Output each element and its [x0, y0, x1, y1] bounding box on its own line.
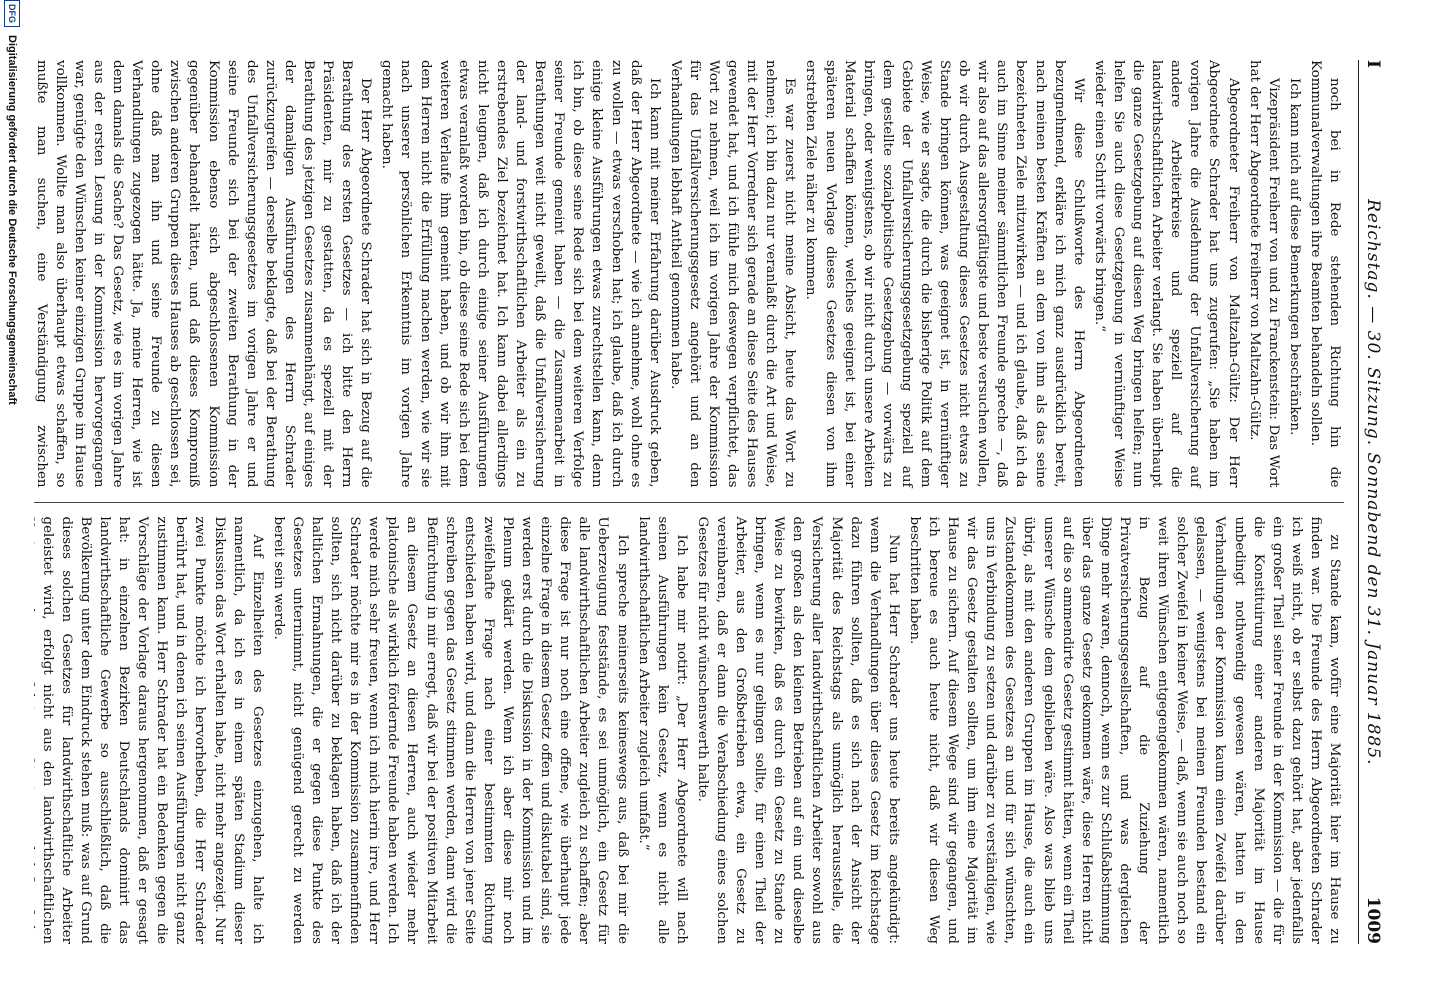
- paragraph: Ich habe mir notirt: „Der Herr Abgeordnete will nach seinen Ausführungen kein Gesetz, wenn es nicht alle landwirthschaftlichen Arbeiter zugleich umfaßt.“: [635, 516, 689, 944]
- paragraph: Ich kann mich auf diese Bemerkungen beschränken.: [1286, 78, 1302, 436]
- paragraph: Der Herr Abgeordnete Schrader hat sich in Bezug auf die Berathung des ersten Gesetzes — ich bitte den Herrn Präsidenten, mir zu gestatten, da es speziell mit der Berathung des jetzigen Gesetzes zusammenhängt, auf einiges der damaligen Ausführungen des Herrn Schrader zurückzugreifen — derselbe beklagte, daß bei der Berathung des Unfallversicherungsgesetzes im vorigen Jahre er und seine Freunde sich bei der zweiten Berathung in der Kommission ebenso sich abgeschlossenen Kommission gegenüber behandelt hätten, und daß dieses Kompromiß zwischen anderen Gruppen dieses Hauses ab geschlossen sei, ohne daß man ihn und seine Freunde zu diesen Verhandlungen zugezogen hätte. Ja, meine Herren, wie ist denn damals die Sache? Das Gesetz, wie es im vorigen Jahre aus der ersten Lesung in der Kommission hervorgegangen war, genügte den Wünschen keiner einzigen Gruppe im Hause vollkommen. Wollte man also überhaupt etwas schaffen, so mußte man suchen, eine Verständigung zwischen: [34, 60, 374, 488]
- text-columns: [34, 60, 1344, 944]
- paragraph: Es war zuerst nicht meine Absicht, heute das Wort zu nehmen; ich bin dazu nur veranlaßt durch die Art und Weise, mit der Herr Vorredner sich gerade an diese Seite des Hauses gewendet hat, und ich fühle mich deswegen verpflichtet, das Wort zu nehmen, weil ich im vorigen Jahre der Kommission für das Unfallversicherungsgesetz angehört und an den Verhandlungen lebhaft Antheil genommen habe.: [667, 60, 798, 488]
- paragraph: Abgeordneter Freiherr von Maltzahn-Gültz: Der Herr Abgeordnete Schrader hat uns zugerufen: „Sie haben im vorigen Jahre die Ausdehnung der Unfallversicherung auf andere Arbeiterkreise und speziell auf die landwirthschaftlichen Arbeiter verlangt. Sie haben überhaupt die ganze Gesetzgebung auf diesen Weg bringen helfen; nun helfen Sie auch diese Gesetzgebung in vernünftiger Weise wieder einen Schritt vorwärts bringen.“: [1091, 60, 1241, 488]
- page-header-title: Reichstag. — 30. Sitzung. Sonnabend den 31. Januar 1885.: [1363, 199, 1383, 766]
- digitization-credit: Digitalisierung gefördert durch die Deutsche Forschungsgemeinschaft: [6, 35, 18, 405]
- paragraph: zu Stande kam, wofür eine Majorität hier im Hause zu finden war. Die Freunde des Herrn Abgeordneten Schrader ich weiß nicht, ob er selbst dazu gehört hat, aber jedenfalls ein großer Theil seiner Freunde in der Kommission — die für die Konstituirung einer anderen Majorität im Hause unbedingt nothwendig gewesen wären, hatten in den Verhandlungen der Kommission kaum einen Zweifel darüber gelassen, — wenigstens bei meinen Freunden bestand ein solcher Zweifel in keiner Weise, — daß, wenn sie auch noch so weit ihren Wünschen entgegengekommen wären, namentlich in Bezug auf die Zuziehung der Privatversicherungsgesellschaften, und was dergleichen Dinge mehr waren, dennoch, wenn es zur Schlußabstimmung über das ganze Gesetz gekommen wäre, diese Herren nicht auf die so ammendirte Gesetz gestimmt hätten, wenn ein Theil unserer Wünsche dem geblieben wäre. Also was blieb uns übrig, als mit den anderen Gruppen im Hause, die auch ein Zustandekommen des Gesetzes an und für sich wünschten, uns in Verbindung zu setzen und darüber zu verständigen, wie wir das Gesetz gestalten sollten, um ihm eine Majorität im Hause zu sichern. Auf diesem Wege sind wir gegangen, und ich bereue es auch heute nicht, daß wir diesen Weg beschritten haben.: [906, 516, 1342, 944]
- paragraph: noch bei in Rede stehenden Richtung hin die Kommunalverwaltungen ihre Beamten behandeln sollen.: [1307, 60, 1342, 488]
- page-number: 1009: [1363, 896, 1383, 944]
- paragraph: Ich spreche meinerseits keineswegs aus, daß bei mir die Ueberzeugung feststände, es sei unmöglich, ein Gesetz für alle landwirthschaftlichen Arbeiter zugleich zu schaffen; aber diese Frage ist nur noch eine offene, wie überhaupt jede einzelne Frage in diesem Gesetz offen und diskutabel sind, sie werden erst durch die Diskussion in der Kommission und im Plenum geklärt werden. Wenn ich aber diese mir noch zweifelhafte Frage nach einer bestimmten Richtung entschieden haben wird, und dann die Herren von jener Seite schreiben gegen das Gesetz stimmen werden, dann wird die Befürchtung in mir erregt, daß wir bei der positiven Mitarbeit an diesem Gesetz an diesen Herren, auch wieder mehr platonische als wirklich fördernde Freunde haben werden. Ich werde mich sehr freuen, wenn ich mich hierin irre, und Herr Schrader möchte mir es in der Kommission zusammenfinden sollten, sich nicht darüber zu beklagen haben, daß ich der haltlichen Ermahnungen, die er gegen diese Punkte des Gesetzes unternimmt, nicht genügend gerecht zu werden bereit sein werde.: [270, 516, 630, 944]
- paragraph: Vizepräsident Freiherr von und zu Franckenstein: Das Wort hat der Herr Abgeordnete Freiherr von Maltzahn-Gültz.: [1246, 60, 1281, 488]
- paragraph: Wir diese Schlußworte des Herrn Abgeordneten bezugnehmend, erkläre ich mich ganz ausdrücklich bereit, nach meinen besten Kräften an dem von ihm als das seine bezeichneten Ziele mitzuwirken — und ich glaube, daß ich da auch im Sinne meiner sämmtlichen Freunde spreche —, daß wir also auf das allersorgfältigste und beste versuchen wollen, ob wir durch Ausgestaltung dieses Gesetzes nicht etwas zu Stande bringen können, was geeignet ist, in vernünftiger Weise, wie er sagte, die durch die bisherige Politik auf dem Gebiete der Unfallversicherungsgesetzgebung speziell auf dem gestellte sozialpolitische Gesetzgebung — vorwärts zu bringen, oder wenigstens, ob wir nicht durch unsere Arbeiten Material schaffen können, welches geeignet ist, bei einer späteren neuen Vorlage dieses Gesetzes diesen von ihm erstrebten Ziele näher zu kommen.: [803, 60, 1086, 488]
- page-header-left: I: [1363, 60, 1383, 68]
- right-column: [34, 502, 1344, 945]
- page-header: [1358, 60, 1416, 944]
- left-column: [34, 60, 1344, 502]
- dfg-logo: DFG: [4, 0, 20, 27]
- paragraph: Ich kann mit meiner Erfahrung darüber Ausdruck geben, daß der Herr Abgeordnete — wie ich annehme, wohl ohne es zu wollen — etwas verschoben hat; ich glaube, daß ich durch einige kleine Ausführungen etwas zurechtstellen kann, denn ich bin, ob diese seine Rede sich bei dem weiteren Verfolge seiner Freunde gemeint haben — die Zusammenarbeit in Berathungen weit nicht geweilt, daß die Unfallversicherung der land- und forstwirthschaftlichen Arbeiter als ein zu erstrebendes Ziel bezeichnet hat. Ich kann dabei allerdings nicht leugnen, daß ich durch einige seiner Ausführungen etwas veranlaßt worden bin, ob diese seine Rede sich bei dem weiteren Verlaufe ihm gemeint haben, und ob wir ihm mit dem Herren nicht die Erfüllung machen werden, wie wir sie nach unserer persönlichen Erkenntnis im vorigen Jahre gemacht haben.: [379, 60, 662, 488]
- paragraph: Nun hat Herr Schrader uns heute bereits angekündigt: wenn die Verhandlungen über dieses Gesetz im Reichstage dazu führen sollten, daß es sich nach der Ansicht der Majorität des Reichstags als unmöglich herausstelle, die Versicherung aller landwirthschaftlichen Arbeiter sowohl aus den großen als den kleinen Betrieben auf ein und dieselbe Weise zu bewirken, daß es durch ein Gesetz zu Stande zu bringen, wenn es nur gelingen sollte, für einen Theil der Arbeiter, aus den Großbetrieben etwa, ein Gesetz zu vereinbaren, daß er dann die Verabschiedung eines solchen Gesetzes für nicht wünschenswerth halte.: [694, 516, 901, 944]
- paragraph: Auf Einzelheiten des Gesetzes einzugehen, halte ich namentlich, da ich es in einem späten Stadium dieser Diskussion das Wort erhalten habe, nicht mehr angezeigt. Nur zwei Punkte möchte ich hervorheben, die Herr Schrader berührt hat, und in denen ich seinen Ausführungen nicht ganz zustimmen kann. Herr Schrader hat ein Bedenken gegen die Vorschläge der Vorlage daraus hergenommen, daß er gesagt hat: in einzelnen Bezirken Deutschlands dominirt das landwirthschaftliche Gewerbe so ausschließlich, daß die Bevölkerung unter dem Eindruck stehen muß: was auf Grund dieses solchen Gesetzes für landwirthschaftliche Arbeiter geleistet wird, erfolgt nicht aus den landwirthschaftlichen: [39, 516, 265, 944]
